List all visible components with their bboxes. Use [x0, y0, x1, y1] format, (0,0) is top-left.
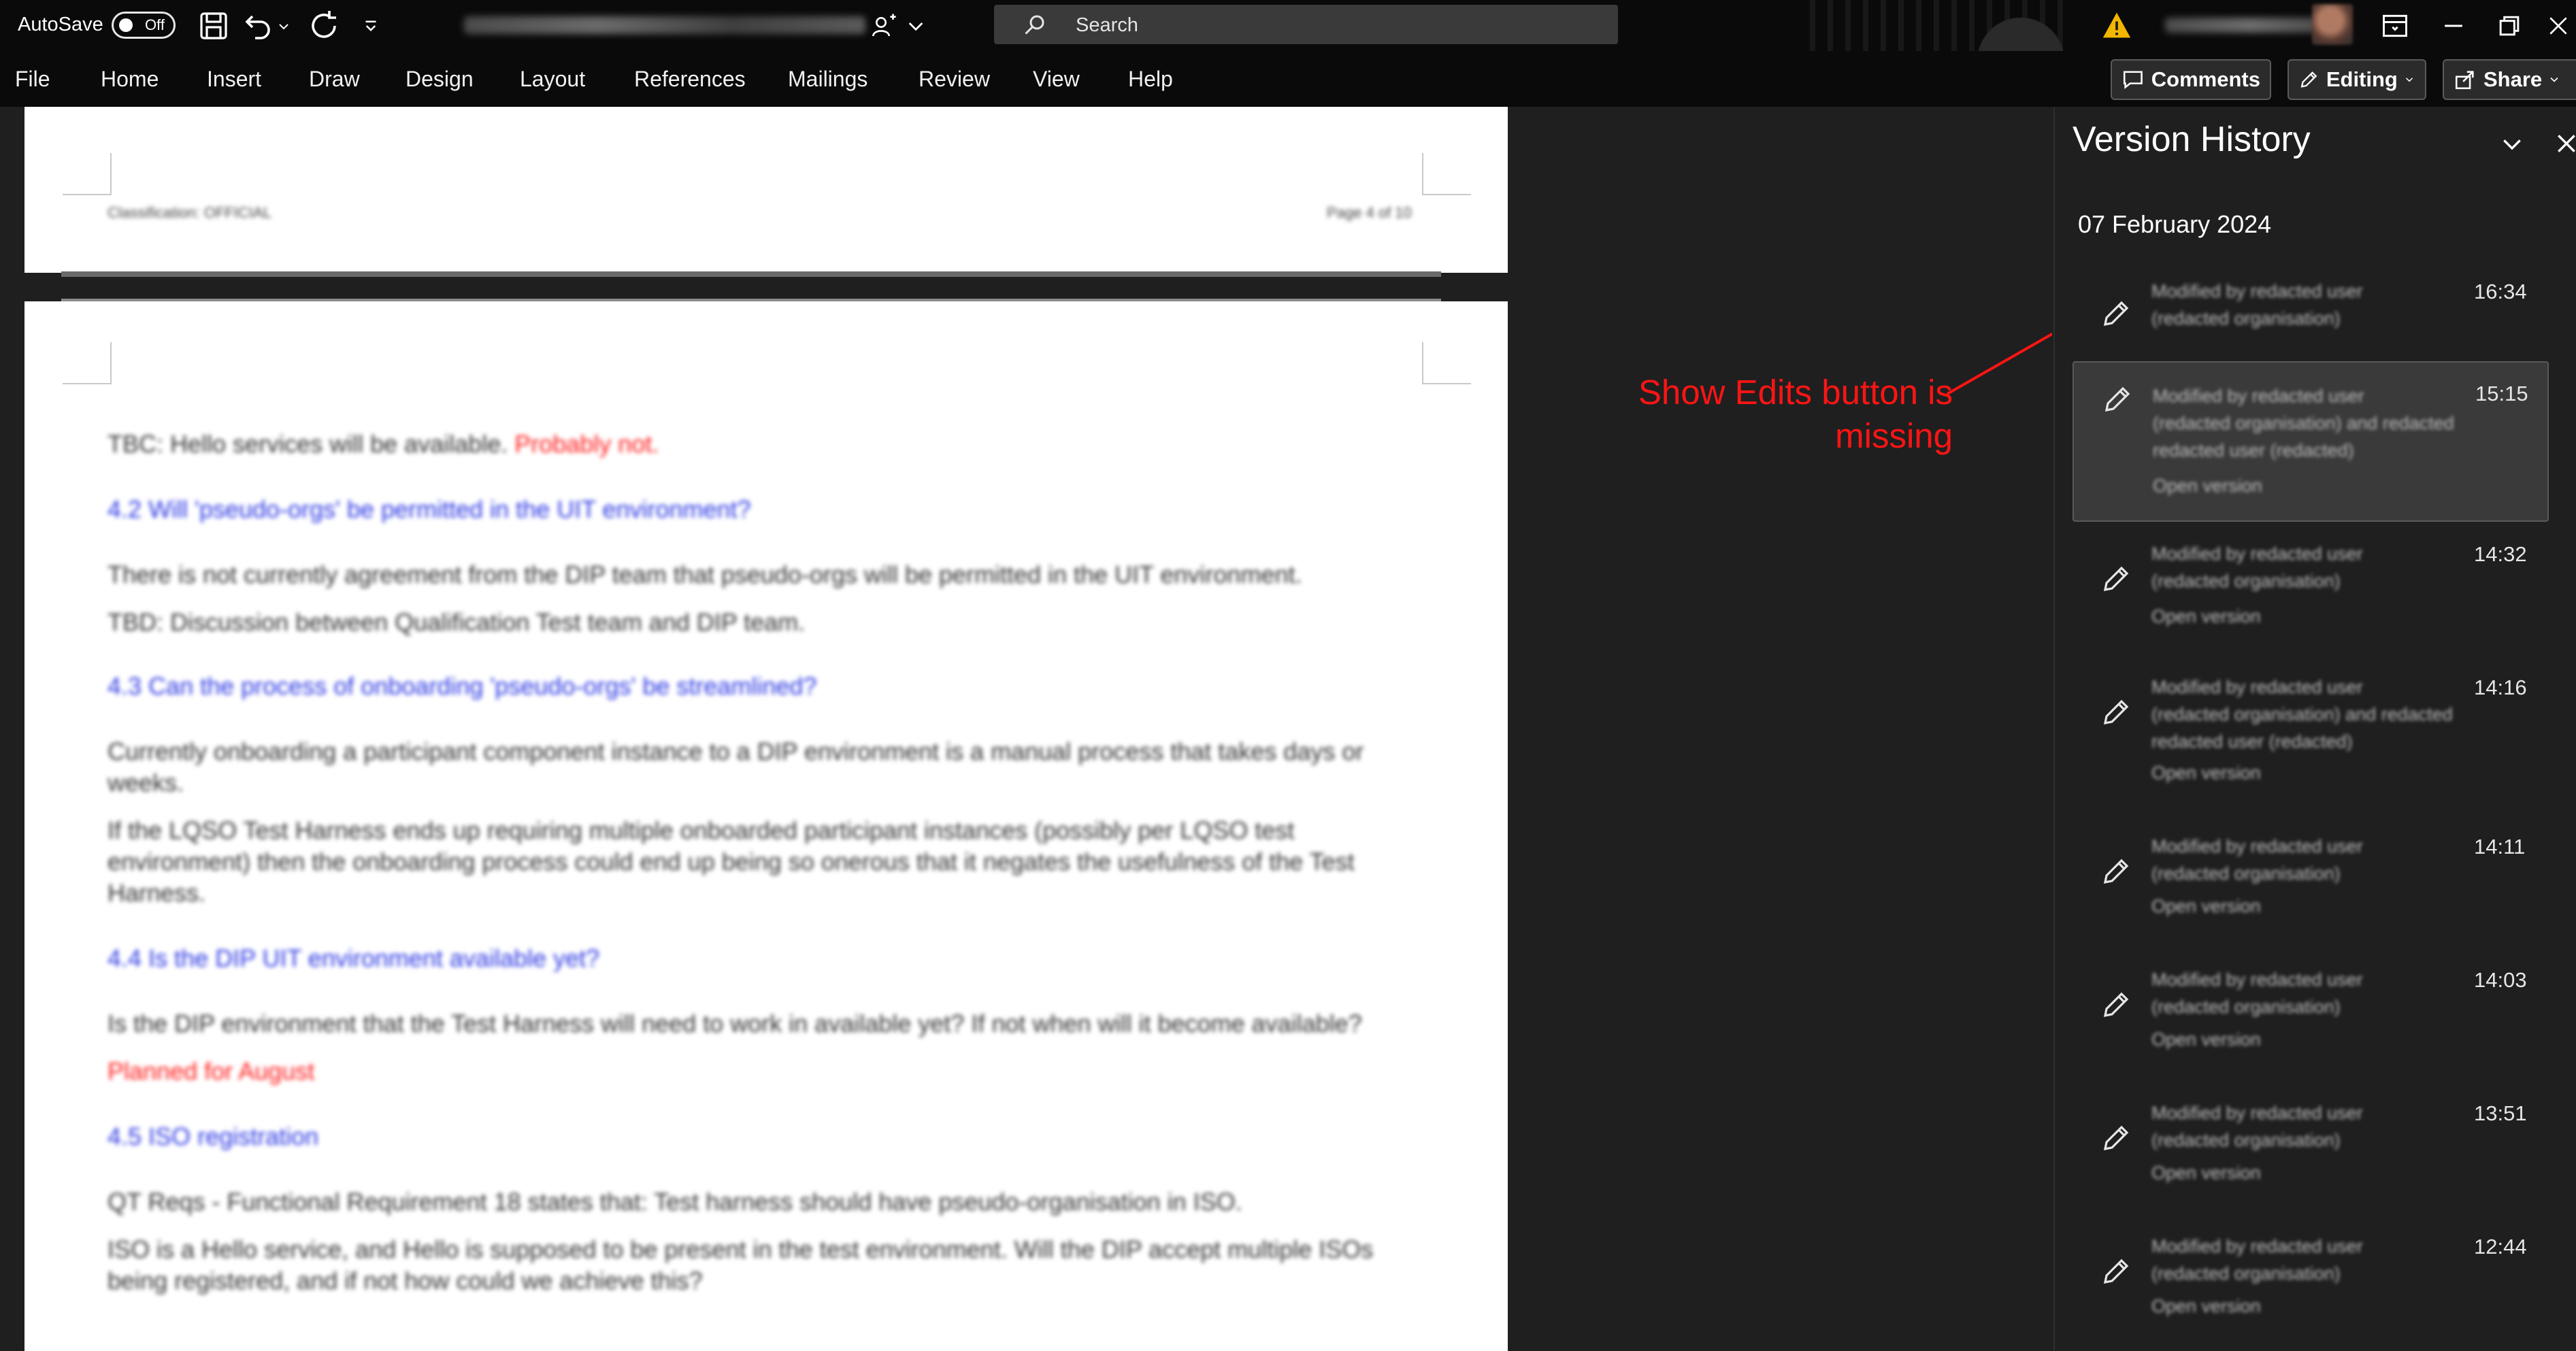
- doc-paragraph: Harness.: [108, 879, 206, 907]
- doc-paragraph: ISO is a Hello service, and Hello is supposed to be present in the test environment. Will the DIP accept multiple ISOs: [108, 1235, 1374, 1263]
- chevron-down-icon[interactable]: [2498, 131, 2526, 159]
- tab-draw[interactable]: Draw: [309, 67, 360, 91]
- pencil-icon: [2100, 1122, 2132, 1154]
- tab-view[interactable]: View: [1033, 67, 1080, 91]
- tab-insert[interactable]: Insert: [207, 67, 262, 91]
- pencil-icon: [2101, 383, 2134, 416]
- autosave-label: AutoSave: [18, 14, 103, 35]
- version-time: 14:16: [2474, 676, 2527, 699]
- title-bar-background-pattern-arc: [1932, 0, 2109, 51]
- customize-toolbar-icon[interactable]: [361, 10, 381, 42]
- version-author-org: redacted user (redacted): [2153, 440, 2354, 461]
- ribbon-display-options-icon[interactable]: [2380, 11, 2410, 41]
- avatar[interactable]: [2312, 4, 2353, 45]
- title-dropdown-chevron-icon[interactable]: [905, 10, 927, 42]
- tab-file[interactable]: File: [15, 67, 50, 91]
- doc-text-highlight: Probably not.: [514, 430, 659, 458]
- search-box[interactable]: [994, 5, 1618, 44]
- version-entry[interactable]: [2073, 676, 2549, 821]
- document-canvas[interactable]: [0, 107, 2052, 1351]
- document-title[interactable]: [464, 16, 865, 34]
- version-author-org: (redacted organisation): [2151, 571, 2341, 591]
- annotation-line-2: missing: [1835, 416, 1953, 455]
- chevron-down-icon: [2547, 73, 2561, 86]
- doc-paragraph: QT Reqs - Functional Requirement 18 states that: Test harness should have pseudo-organisation in ISO.: [108, 1188, 1242, 1216]
- version-author: Modified by redacted user: [2151, 1103, 2363, 1123]
- undo-dropdown-chevron-icon[interactable]: [276, 10, 292, 42]
- version-author-org: (redacted organisation) and redacted: [2153, 413, 2454, 433]
- document-page-2[interactable]: [24, 301, 1508, 1351]
- version-author-org: (redacted organisation) and redacted: [2151, 704, 2453, 724]
- open-version-link[interactable]: Open version: [2151, 763, 2261, 783]
- pencil-icon: [2298, 68, 2319, 91]
- version-time: 14:03: [2474, 968, 2527, 992]
- page-break-line: [61, 271, 1441, 277]
- version-entry-selected[interactable]: [2073, 361, 2549, 522]
- tab-references[interactable]: References: [634, 67, 746, 91]
- doc-paragraph: weeks.: [108, 769, 184, 797]
- page-header-left: Classification: OFFICIAL: [108, 204, 271, 221]
- pencil-icon: [2100, 988, 2132, 1021]
- share-label: Share: [2483, 67, 2543, 91]
- autosave-toggle[interactable]: [112, 12, 176, 39]
- version-entry[interactable]: [2073, 1235, 2549, 1350]
- tab-home[interactable]: Home: [101, 67, 159, 91]
- version-author: Modified by redacted user: [2151, 969, 2363, 990]
- version-time: 12:44: [2474, 1235, 2527, 1258]
- annotation-line-1: Show Edits button is: [1638, 373, 1953, 412]
- version-time: 16:34: [2474, 280, 2527, 303]
- pencil-icon: [2100, 696, 2132, 729]
- doc-text: TBC: Hello services will be available.: [108, 430, 515, 458]
- comment-icon: [2121, 68, 2145, 91]
- save-icon[interactable]: [197, 10, 230, 42]
- margin-corner-mark: [1422, 153, 1471, 195]
- document-page-1[interactable]: [24, 107, 1508, 273]
- comments-button[interactable]: [2111, 59, 2271, 100]
- pencil-icon: [2100, 1255, 2132, 1288]
- version-history-pane: [2053, 107, 2576, 1351]
- chevron-down-icon: [2403, 73, 2415, 86]
- version-author: Modified by redacted user: [2151, 836, 2363, 856]
- version-time: 15:15: [2475, 382, 2528, 405]
- doc-paragraph-highlight: Planned for August: [108, 1057, 315, 1085]
- warning-icon[interactable]: [2101, 10, 2132, 40]
- pencil-icon: [2100, 297, 2132, 330]
- version-author: Modified by redacted user: [2151, 1236, 2363, 1256]
- restore-icon[interactable]: [2494, 11, 2524, 41]
- annotation-callout: [1619, 371, 1953, 458]
- title-bar: [0, 0, 2576, 51]
- version-author-org: (redacted organisation): [2151, 863, 2341, 884]
- autosave-state: Off: [145, 16, 165, 33]
- doc-heading: 4.3 Can the process of onboarding 'pseudo-orgs' be streamlined?: [108, 672, 817, 700]
- user-name[interactable]: [2165, 18, 2335, 33]
- editing-mode-button[interactable]: [2288, 59, 2426, 100]
- ribbon-tab-bar: [0, 51, 2576, 107]
- version-time: 13:51: [2474, 1101, 2527, 1125]
- undo-icon[interactable]: [242, 10, 274, 42]
- open-version-link[interactable]: Open version: [2153, 476, 2262, 496]
- search-placeholder: Search: [1076, 14, 1138, 36]
- version-entry[interactable]: [2073, 835, 2549, 980]
- editing-label: Editing: [2326, 67, 2398, 91]
- doc-paragraph: There is not currently agreement from the DIP team that pseudo-orgs will be permitted in the UIT environment.: [108, 561, 1302, 588]
- version-author-org: (redacted organisation): [2151, 1263, 2341, 1284]
- doc-paragraph: Currently onboarding a participant component instance to a DIP environment is a manual process that takes days or: [108, 737, 1364, 765]
- close-icon[interactable]: [2553, 130, 2576, 157]
- margin-corner-mark: [1422, 342, 1471, 384]
- doc-paragraph: Is the DIP environment that the Test Harness will need to work in available yet? If not when will it become available?: [108, 1010, 1362, 1037]
- version-date-heading: 07 February 2024: [2078, 210, 2272, 238]
- version-time: 14:32: [2474, 542, 2527, 566]
- close-window-icon[interactable]: [2545, 11, 2572, 41]
- page-header-right: Page 4 of 10: [1327, 204, 1412, 221]
- version-author-org: (redacted organisation): [2151, 308, 2341, 329]
- doc-heading: 4.5 ISO registration: [108, 1122, 319, 1150]
- tab-mailings[interactable]: Mailings: [788, 67, 868, 91]
- open-version-link[interactable]: Open version: [2151, 1296, 2261, 1316]
- version-entry[interactable]: [2073, 542, 2549, 688]
- version-time: 14:11: [2474, 835, 2526, 858]
- open-version-link[interactable]: Open version: [2151, 1029, 2261, 1050]
- open-version-link[interactable]: Open version: [2151, 606, 2261, 627]
- margin-corner-mark: [63, 342, 112, 384]
- doc-paragraph: being registered, and if not how could we achieve this?: [108, 1267, 703, 1295]
- version-author: Modified by redacted user: [2151, 677, 2363, 697]
- minimize-icon[interactable]: [2439, 11, 2468, 41]
- pane-title: Version History: [2073, 120, 2311, 159]
- doc-paragraph: environment) then the onboarding process could end up being so onerous that it negates the usefulness of the Test: [108, 848, 1355, 875]
- redo-icon[interactable]: [308, 10, 340, 42]
- annotation-arrow: [1905, 270, 2052, 420]
- search-icon: [1023, 12, 1047, 37]
- tab-layout[interactable]: Layout: [520, 67, 586, 91]
- open-version-link[interactable]: Open version: [2151, 896, 2261, 916]
- version-author-org: (redacted organisation): [2151, 1130, 2341, 1150]
- version-author: Modified by redacted user: [2153, 386, 2364, 406]
- autosave-toggle-knob: [119, 18, 133, 32]
- open-version-link[interactable]: Open version: [2151, 1163, 2261, 1183]
- pencil-icon: [2100, 563, 2132, 595]
- pencil-icon: [2100, 855, 2132, 888]
- doc-paragraph: [108, 429, 659, 459]
- tab-review[interactable]: Review: [919, 67, 990, 91]
- doc-paragraph: If the LQSO Test Harness ends up requiring multiple onboarded participant instances (possibly per LQSO test: [108, 816, 1295, 844]
- doc-heading: 4.2 Will 'pseudo-orgs' be permitted in the UIT environment?: [108, 495, 751, 523]
- comments-label: Comments: [2151, 67, 2260, 91]
- tab-design[interactable]: Design: [406, 67, 474, 91]
- version-author-org: (redacted organisation): [2151, 997, 2341, 1017]
- doc-heading: 4.4 Is the DIP UIT environment available yet?: [108, 944, 600, 972]
- version-author: Modified by redacted user: [2151, 544, 2363, 564]
- share-button[interactable]: [2443, 59, 2576, 100]
- version-entry[interactable]: [2073, 1101, 2549, 1247]
- version-entry[interactable]: [2073, 968, 2549, 1114]
- margin-corner-mark: [63, 153, 112, 195]
- tab-help[interactable]: Help: [1128, 67, 1173, 91]
- share-icon: [2454, 68, 2477, 91]
- doc-paragraph: TBD: Discussion between Qualification Test team and DIP team.: [108, 608, 806, 636]
- version-author-org: redacted user (redacted): [2151, 731, 2353, 752]
- sensitivity-icon[interactable]: [871, 10, 898, 42]
- version-author: Modified by redacted user: [2151, 281, 2363, 301]
